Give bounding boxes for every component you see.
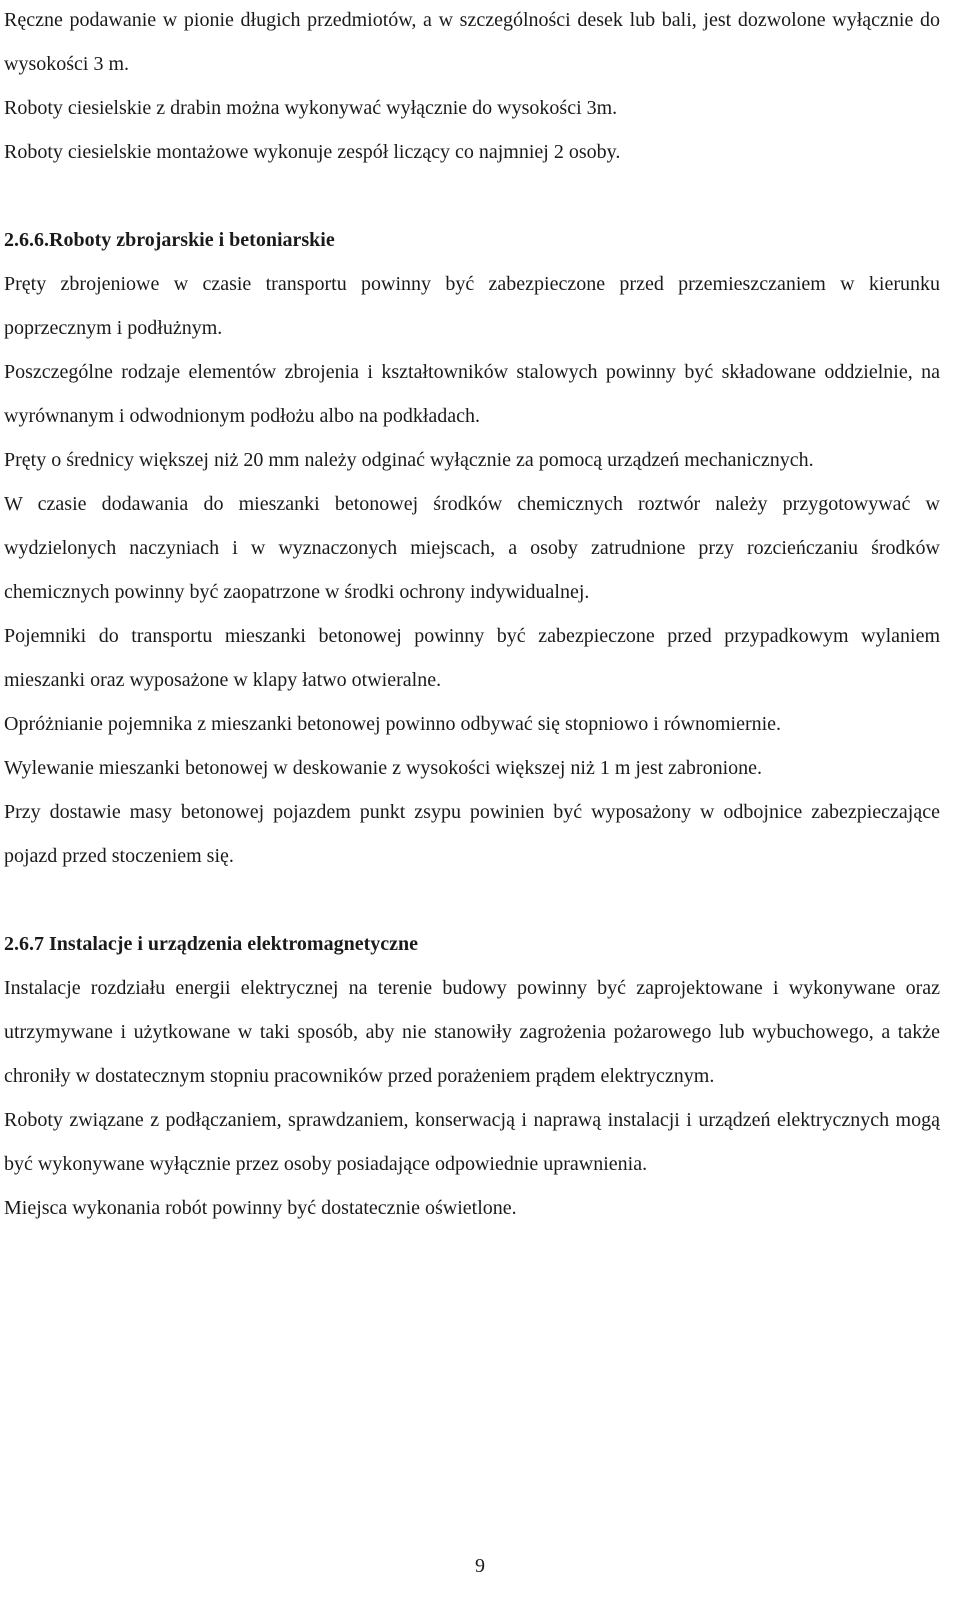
paragraph: Miejsca wykonania robót powinny być dostatecznie oświetlone.	[4, 1197, 517, 1219]
paragraph: Pojemniki do transportu mieszanki betonowej powinny być zabezpieczone przed przypadkowym wylaniem mieszanki oraz wyposażone w klapy łatwo otwieralne.	[4, 625, 940, 691]
section-heading: 2.6.7 Instalacje i urządzenia elektromagnetyczne	[4, 933, 418, 955]
paragraph: Pręty o średnicy większej niż 20 mm należy odginać wyłącznie za pomocą urządzeń mechanicznych.	[4, 449, 814, 471]
paragraph: Roboty związane z podłączaniem, sprawdzaniem, konserwacją i naprawą instalacji i urządzeń elektrycznych mogą być wykonywane wyłącznie przez osoby posiadające odpowiednie uprawnienia.	[4, 1109, 940, 1175]
document-page	[4, 0, 940, 1230]
spacer	[4, 878, 940, 922]
paragraph: Ręczne podawanie w pionie długich przedmiotów, a w szczególności desek lub bali, jest dozwolone wyłącznie do wysokości 3 m.	[4, 9, 940, 75]
page-number: 9	[475, 1555, 485, 1577]
section-2-6-7	[4, 922, 940, 1230]
paragraph: Roboty ciesielskie z drabin można wykonywać wyłącznie do wysokości 3m.	[4, 97, 618, 119]
paragraph: Pręty zbrojeniowe w czasie transportu powinny być zabezpieczone przed przemieszczaniem w kierunku poprzecznym i podłużnym.	[4, 273, 940, 339]
paragraph: W czasie dodawania do mieszanki betonowej środków chemicznych roztwór należy przygotowywać w wydzielonych naczyniach i w wyznaczonych miejscach, a osoby zatrudnione przy rozcieńczaniu środków chemicznych powinny być zaopatrzone w środki ochrony indywidualnej.	[4, 493, 940, 603]
paragraph: Instalacje rozdziału energii elektrycznej na terenie budowy powinny być zaprojektowane i wykonywane oraz utrzymywane i użytkowane w taki sposób, aby nie stanowiły zagrożenia pożarowego lub wybuchowego, a także chroniły w dostatecznym stopniu pracowników przed porażeniem prądem elektrycznym.	[4, 977, 940, 1087]
intro-block	[4, 0, 940, 174]
paragraph: Opróżnianie pojemnika z mieszanki betonowej powinno odbywać się stopniowo i równomiernie.	[4, 713, 782, 735]
section-2-6-6	[4, 218, 940, 878]
paragraph: Poszczególne rodzaje elementów zbrojenia i kształtowników stalowych powinny być składowane oddzielnie, na wyrównanym i odwodnionym podłożu albo na podkładach.	[4, 361, 940, 427]
paragraph: Przy dostawie masy betonowej pojazdem punkt zsypu powinien być wyposażony w odbojnice zabezpieczające pojazd przed stoczeniem się.	[4, 801, 940, 867]
paragraph: Wylewanie mieszanki betonowej w deskowanie z wysokości większej niż 1 m jest zabronione.	[4, 757, 763, 779]
section-heading: 2.6.6.Roboty zbrojarskie i betoniarskie	[4, 229, 335, 251]
spacer	[4, 174, 940, 218]
paragraph: Roboty ciesielskie montażowe wykonuje zespół liczący co najmniej 2 osoby.	[4, 141, 621, 163]
